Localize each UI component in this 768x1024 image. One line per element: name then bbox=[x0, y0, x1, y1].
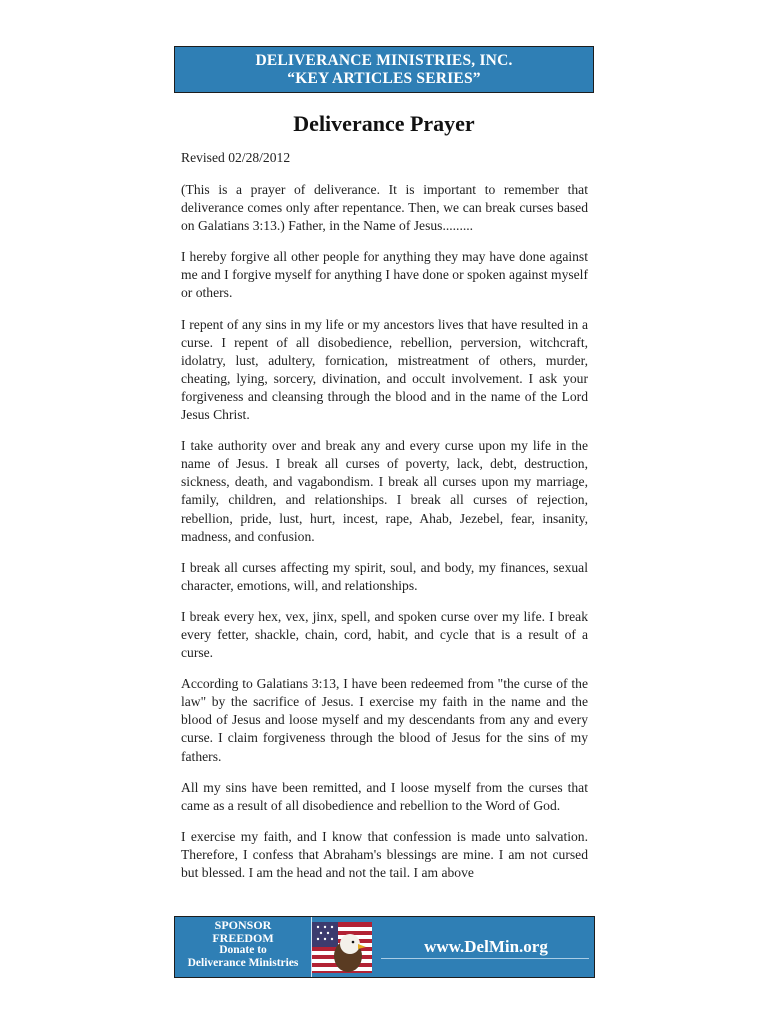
ministry-name: DELIVERANCE MINISTRIES, INC. bbox=[255, 52, 513, 69]
series-name: “KEY ARTICLES SERIES” bbox=[287, 70, 481, 87]
paragraph: All my sins have been remitted, and I loose myself from the curses that came as a result of all disobedience and rebellion to the Word of God. bbox=[181, 779, 588, 813]
donate-line: Deliverance Ministries bbox=[187, 956, 299, 969]
paragraph: I take authority over and break any and every curse upon my life in the name of Jesus. I break all curses of poverty, lack, debt, destruction, sickness, death, and vagabondism. I break all curses upon my marriage, family, children, and relationships. I break all curses of rejection, rebellion, pride, lust, hurt, incest, rape, Ahab, Jezebel, fear, insanity, madness, and confusion. bbox=[181, 438, 588, 544]
paragraph: According to Galatians 3:13, I have been redeemed from "the curse of the law" by the sacrifice of Jesus. I exercise my faith in the name and the blood of Jesus and loose myself and my descendants from any and every curse. I claim forgiveness through the blood of Jesus for the sins of my fathers. bbox=[181, 676, 588, 764]
paragraph: (This is a prayer of deliverance. It is important to remember that deliverance comes only after repentance. Then, we can break curses based on Galatians 3:13.) Father, in the Name of Jesus......... bbox=[181, 182, 588, 234]
sponsor-block bbox=[175, 917, 311, 979]
series-header-banner bbox=[174, 46, 594, 93]
revised-date: Revised 02/28/2012 bbox=[181, 150, 291, 165]
paragraph: I break all curses affecting my spirit, soul, and body, my finances, sexual character, emotions, will, and relationships. bbox=[181, 559, 588, 593]
eagle-flag-icon bbox=[312, 922, 372, 973]
sponsor-footer-banner[interactable] bbox=[174, 916, 595, 978]
page-title: Deliverance Prayer bbox=[293, 111, 475, 136]
donate-line: Donate to bbox=[219, 944, 267, 957]
paragraph: I hereby forgive all other people for anything they may have done against me and I forgive myself for anything I have done or spoken against myself or others. bbox=[181, 249, 588, 301]
sponsor-line: SPONSOR bbox=[214, 918, 272, 932]
paragraph: I break every hex, vex, jinx, spell, and spoken curse over my life. I break every fetter, shackle, chain, cord, habit, and cycle that is a result of a curse. bbox=[181, 608, 588, 661]
sponsor-line: FREEDOM bbox=[212, 930, 274, 945]
prayer-body bbox=[181, 181, 588, 895]
paragraph: I repent of any sins in my life or my ancestors lives that have resulted in a curse. I repent of all disobedience, rebellion, perversion, witchcraft, idolatry, lust, adultery, fornication, mistreatment of others, murder, cheating, lying, sorcery, divination, and occult involvement. I ask your forgiveness and cleansing through the blood and in the name of the Lord Jesus Christ. bbox=[181, 316, 588, 423]
website-link[interactable]: www.DelMin.org bbox=[424, 937, 548, 956]
website-underline bbox=[381, 958, 589, 959]
paragraph: I exercise my faith, and I know that confession is made unto salvation. Therefore, I confess that Abraham's blessings are mine. I am not cursed but blessed. I am the head and not the tail. I am above bbox=[181, 828, 588, 880]
